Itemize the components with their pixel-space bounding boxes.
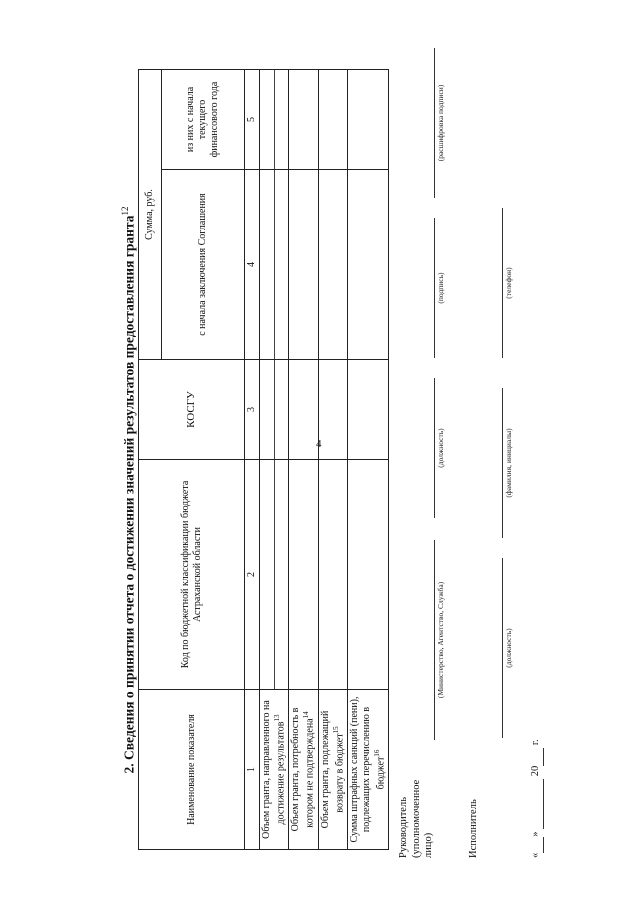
row-label <box>260 690 289 850</box>
executor-name-caption: (фамилия, инициалы) <box>504 428 513 498</box>
section-title-text: 2. Сведения о принятии отчета о достижении значений результатов предоставления гранта <box>121 215 137 774</box>
table-row <box>260 69 289 849</box>
head-signature-line[interactable] <box>434 218 435 358</box>
executor-position-line[interactable] <box>502 558 503 738</box>
header-amount: Сумма, руб. <box>139 69 162 359</box>
head-position-caption: (должность) <box>436 428 445 468</box>
row-label-text: Объем гранта, потребность в котором не подтверждена <box>290 707 316 832</box>
grant-report-table <box>138 69 389 850</box>
kosgu-cell[interactable] <box>289 360 318 460</box>
ministry-line[interactable] <box>434 540 435 740</box>
row-label <box>289 690 318 850</box>
header-budget-code: Код по бюджетной классификации бюджета Астраханской области <box>139 460 245 690</box>
row-footnote: 15 <box>331 726 340 734</box>
head-signature-caption: (подпись) <box>436 272 445 304</box>
amount-year-cell[interactable] <box>318 69 347 169</box>
kosgu-cell[interactable] <box>347 360 388 460</box>
date-year-prefix: 20 <box>530 765 541 777</box>
date-close-quote: » <box>530 831 541 837</box>
budget-code-cell[interactable] <box>260 460 289 690</box>
row-footnote: 16 <box>372 749 381 757</box>
head-decoding-caption: (расшифровка подписи) <box>436 84 445 162</box>
date-line <box>530 739 544 858</box>
date-day-field[interactable] <box>530 837 544 853</box>
row-footnote: 14 <box>302 711 311 719</box>
head-position-line[interactable] <box>434 378 435 518</box>
head-decoding-line[interactable] <box>434 48 435 198</box>
executor-position-caption: (должность) <box>504 628 513 668</box>
table-row <box>347 69 388 849</box>
header-amount-since-agreement: с начала заключения Соглашения <box>162 170 245 360</box>
executor-phone-caption: (телефон) <box>504 267 513 299</box>
table-row <box>318 69 347 849</box>
row-label-text: Сумма штрафных санкций (пени), подлежащих перечислению в бюджет <box>348 696 387 843</box>
section-title-footnote: 12 <box>120 206 130 216</box>
date-suffix: г. <box>530 739 541 746</box>
budget-code-cell[interactable] <box>347 460 388 690</box>
column-number-2: 2 <box>245 460 260 690</box>
header-kosgu: КОСГУ <box>139 360 245 460</box>
date-year-field[interactable] <box>530 748 544 766</box>
budget-code-cell[interactable] <box>318 460 347 690</box>
executor-label: Исполнитель <box>468 799 479 858</box>
column-number-1: 1 <box>245 690 260 850</box>
executor-phone-line[interactable] <box>502 208 503 358</box>
executor-name-line[interactable] <box>502 388 503 538</box>
amount-agreement-cell[interactable] <box>318 170 347 360</box>
table-row <box>289 69 318 849</box>
amount-year-cell[interactable] <box>260 69 289 169</box>
head-label: Руководитель (уполномоченное лицо) <box>398 779 435 858</box>
signature-block <box>390 38 610 858</box>
column-number-4: 4 <box>245 170 260 360</box>
date-month-field[interactable] <box>530 779 544 829</box>
row-footnote: 13 <box>273 714 281 722</box>
ministry-caption: (Министерство, Агентство, Служба) <box>436 581 445 699</box>
amount-year-cell[interactable] <box>289 69 318 169</box>
row-label <box>318 690 347 850</box>
section-title <box>120 130 138 850</box>
rotated-page-content <box>0 20 620 870</box>
kosgu-cell[interactable] <box>260 360 289 460</box>
page-number: 4 <box>316 438 322 450</box>
row-label <box>347 690 388 850</box>
amount-agreement-cell[interactable] <box>260 170 289 360</box>
row-label-text: Объем гранта, направленного на достижение результатов <box>261 700 287 839</box>
amount-agreement-cell[interactable] <box>347 170 388 360</box>
kosgu-cell[interactable] <box>318 360 347 460</box>
header-indicator-name: Наименование показателя <box>139 690 245 850</box>
header-amount-since-year: из них с начала текущего финансового года <box>162 69 245 169</box>
date-open-quote: « <box>530 852 541 858</box>
budget-code-cell[interactable] <box>289 460 318 690</box>
column-number-5: 5 <box>245 69 260 169</box>
row-label-text: Объем гранта, подлежащий возврату в бюджет <box>319 710 345 829</box>
amount-year-cell[interactable] <box>347 69 388 169</box>
amount-agreement-cell[interactable] <box>289 170 318 360</box>
column-number-3: 3 <box>245 360 260 460</box>
